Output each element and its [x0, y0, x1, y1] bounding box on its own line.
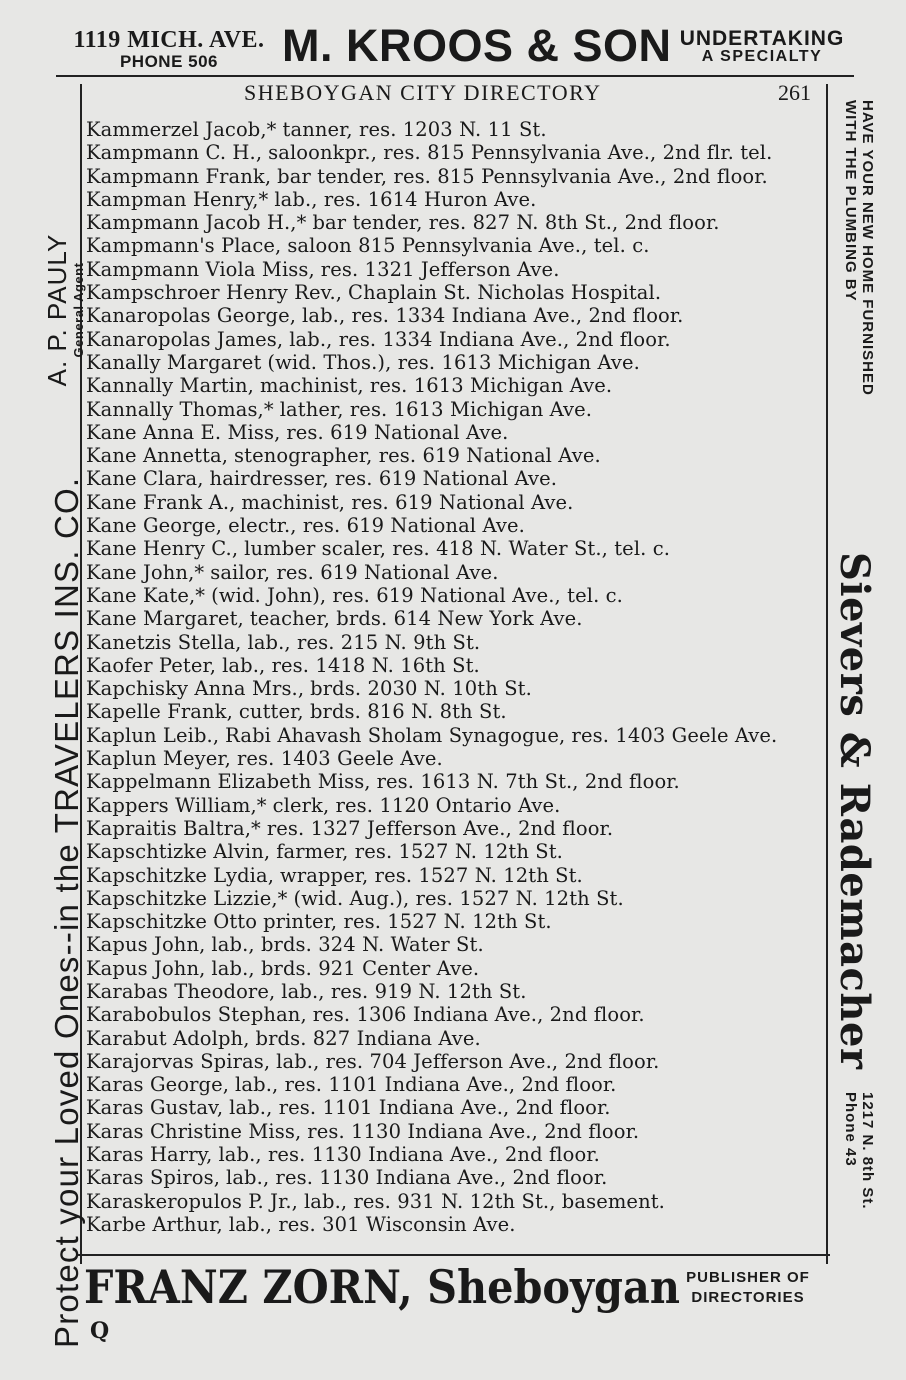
entry-details: lab., res. 1334 Indiana Ave., 2nd floor. — [289, 327, 671, 351]
left-ad-agent: A. P. PAULY — [42, 233, 72, 387]
entry-name: Kaofer Peter, — [86, 653, 217, 677]
entry-name: Kane Margaret, — [86, 607, 244, 631]
entry-details: (wid. John), res. 619 National Ave., tel. c. — [211, 583, 623, 607]
entry-name: Karas Christine Miss, — [86, 1119, 302, 1143]
directory-entry — [86, 1120, 826, 1143]
directory-entry — [86, 957, 826, 980]
entry-details: brds. 2030 N. 10th St. — [310, 677, 532, 701]
right-ad-address: 1217 N. 8th St. — [859, 1092, 876, 1210]
entry-details: stenographer, res. 619 National Ave. — [234, 444, 601, 468]
entry-name: Karabas Theodore, — [86, 979, 276, 1003]
entry-details: res. 1327 Jefferson Ave., 2nd floor. — [266, 816, 614, 840]
right-ad-heading — [842, 100, 876, 396]
directory-entry — [86, 1050, 826, 1073]
entry-name: Karaskeropulos P. Jr., — [86, 1189, 298, 1213]
page-number: 261 — [778, 80, 811, 105]
entry-name: Kapelle Frank, — [86, 700, 233, 724]
entry-name: Kampschroer Henry Rev., — [86, 281, 343, 305]
entry-name: Kapchisky Anna Mrs., — [86, 677, 305, 701]
directory-entry — [86, 234, 826, 257]
directory-entry — [86, 118, 826, 141]
entry-name: Kapraitis Baltra,* — [86, 816, 261, 840]
publisher-name: FRANZ ZORN, Sheboygan — [84, 1260, 680, 1314]
directory-entry — [86, 351, 826, 374]
directory-entry — [86, 1213, 826, 1236]
entry-details: machinist, res. 1613 Michigan Ave. — [259, 374, 613, 398]
directory-entry — [86, 654, 826, 677]
directory-entry — [86, 258, 826, 281]
entry-details: brds. 827 Indiana Ave. — [255, 1026, 481, 1050]
directory-entry — [86, 491, 826, 514]
top-ad-specialty-line1: UNDERTAKING — [679, 27, 845, 50]
directory-entry — [86, 304, 826, 327]
entry-details: cutter, brds. 816 N. 8th St. — [238, 700, 507, 724]
top-ad-phone: PHONE 506 — [119, 52, 219, 71]
entry-details: lab., res. 704 Jefferson Ave., 2nd floor. — [276, 1049, 660, 1073]
right-ad-phone: Phone 43 — [842, 1092, 859, 1167]
entry-details: res. 1306 Indiana Ave., 2nd floor. — [312, 1003, 645, 1027]
directory-entry — [86, 444, 826, 467]
entry-details: lab., res. 1614 Huron Ave. — [274, 187, 537, 211]
entry-details: wrapper, res. 1527 N. 12th St. — [280, 863, 583, 887]
publisher-role-line2: DIRECTORIES — [691, 1288, 805, 1306]
entry-name: Kane Frank A., — [86, 490, 236, 514]
entry-name: Karabobulos Stephan, — [86, 1003, 307, 1027]
left-vertical-advertisement — [34, 198, 104, 1348]
entry-details: clerk, res. 1120 Ontario Ave. — [272, 793, 561, 817]
entry-details: farmer, res. 1527 N. 12th St. — [276, 840, 563, 864]
entry-details: lab., res. 1101 Indiana Ave., 2nd floor. — [229, 1096, 611, 1120]
bottom-divider — [78, 1254, 830, 1256]
directory-entry — [86, 561, 826, 584]
entry-details: (wid. Thos.), res. 1613 Michigan Ave. — [267, 350, 640, 374]
left-ad-agent-role: General Agent — [71, 262, 86, 358]
entry-details: lab., brds. 324 N. Water St. — [211, 933, 484, 957]
directory-listing — [86, 118, 826, 1236]
right-ad-contact — [842, 1092, 876, 1210]
entry-name: Kannally Thomas,* — [86, 397, 274, 421]
top-ad-specialty — [662, 28, 862, 65]
entry-details: lab., res. 931 N. 12th St., basement. — [303, 1189, 665, 1213]
directory-entry — [86, 421, 826, 444]
entry-name: Kaplun Meyer, — [86, 747, 231, 771]
left-ad-agent-block — [44, 200, 85, 420]
entry-name: Kannally Martin, — [86, 374, 254, 398]
entry-name: Kampmann Frank, — [86, 164, 272, 188]
entry-name: Kampmann Viola Miss, — [86, 257, 315, 281]
right-ad-line2: WITH THE PLUMBING BY — [842, 100, 859, 302]
entry-details: lab., res. 301 Wisconsin Ave. — [228, 1212, 516, 1236]
top-ad-contact — [54, 28, 284, 70]
directory-entry — [86, 537, 826, 560]
directory-entry — [86, 631, 826, 654]
entry-name: Kampmann's Place, — [86, 234, 282, 258]
directory-entry — [86, 1143, 826, 1166]
top-ad-address: 1119 MICH. AVE. — [73, 27, 265, 53]
entry-details: printer, res. 1527 N. 12th St. — [263, 910, 552, 934]
directory-entry — [86, 677, 826, 700]
directory-entry — [86, 1096, 826, 1119]
directory-entry — [86, 281, 826, 304]
entry-name: Kampmann C. H., — [86, 141, 263, 165]
entry-name: Kampmann Jacob H.,* — [86, 211, 307, 235]
directory-entry — [86, 747, 826, 770]
entry-details: lather, res. 1613 Michigan Ave. — [279, 397, 593, 421]
entry-details: res. 1613 N. 7th St., 2nd floor. — [376, 770, 680, 794]
entry-name: Kappelmann Elizabeth Miss, — [86, 770, 371, 794]
entry-name: Karas Harry, — [86, 1143, 213, 1167]
entry-details: lab., brds. 921 Center Ave. — [211, 956, 480, 980]
entry-name: Kane Kate,* — [86, 583, 206, 607]
directory-entry — [86, 188, 826, 211]
entry-name: Karas Spiros, — [86, 1166, 220, 1190]
entry-name: Karajorvas Spiras, — [86, 1049, 271, 1073]
entry-details: lab., res. 919 N. 12th St. — [281, 979, 527, 1003]
directory-entry — [86, 887, 826, 910]
directory-entry — [86, 770, 826, 793]
top-divider — [56, 75, 854, 77]
entry-details: sailor, res. 619 National Ave. — [210, 560, 499, 584]
directory-entry — [86, 165, 826, 188]
directory-entry — [86, 933, 826, 956]
entry-details: lab., res. 1130 Indiana Ave., 2nd floor. — [226, 1166, 608, 1190]
page-title: SHEBOYGAN CITY DIRECTORY — [244, 80, 602, 105]
entry-name: Kanaropolas James, — [86, 327, 284, 351]
entry-name: Kapschtizke Alvin, — [86, 840, 271, 864]
entry-details: res. 1403 Geele Ave. — [236, 747, 443, 771]
entry-details: lab., res. 1130 Indiana Ave., 2nd floor. — [218, 1143, 600, 1167]
entry-name: Karas Gustav, — [86, 1096, 224, 1120]
directory-entry — [86, 700, 826, 723]
directory-entry — [86, 1073, 826, 1096]
directory-entry — [86, 910, 826, 933]
directory-entry — [86, 514, 826, 537]
entry-details: machinist, res. 619 National Ave. — [241, 490, 574, 514]
corner-mark: Q — [90, 1318, 110, 1344]
entry-details: hairdresser, res. 619 National Ave. — [209, 467, 558, 491]
right-ad-firm: Sievers & Rademacher — [831, 552, 878, 1070]
directory-entry — [86, 584, 826, 607]
entry-name: Kapschitzke Lydia, — [86, 863, 275, 887]
directory-entry — [86, 211, 826, 234]
directory-entry — [86, 1190, 826, 1213]
entry-name: Kane Clara, — [86, 467, 204, 491]
entry-name: Kapus John, — [86, 933, 206, 957]
entry-name: Karbe Arthur, — [86, 1212, 223, 1236]
entry-details: lab., res. 1334 Indiana Ave., 2nd floor. — [302, 304, 684, 328]
entry-name: Kane Henry C., — [86, 537, 239, 561]
directory-entry — [86, 724, 826, 747]
directory-entry — [86, 328, 826, 351]
entry-name: Kammerzel Jacob,* — [86, 118, 277, 141]
entry-details: tanner, res. 1203 N. 11 St. — [282, 118, 547, 141]
directory-entry — [86, 840, 826, 863]
entry-details: lab., res. 1101 Indiana Ave., 2nd floor. — [235, 1073, 617, 1097]
top-ad-specialty-line2: A SPECIALTY — [701, 48, 823, 65]
entry-name: Karas George, — [86, 1073, 230, 1097]
entry-name: Kaplun Leib., — [86, 723, 220, 747]
entry-details: lumber scaler, res. 418 N. Water St., tel. c. — [244, 537, 671, 561]
entry-details: bar tender, res. 815 Pennsylvania Ave., 2nd floor. — [277, 164, 768, 188]
directory-entry — [86, 817, 826, 840]
entry-details: res. 1321 Jefferson Ave. — [320, 257, 560, 281]
right-ad-line1: HAVE YOUR NEW HOME FURNISHED — [859, 100, 876, 396]
directory-entry — [86, 467, 826, 490]
entry-name: Kane John,* — [86, 560, 205, 584]
entry-name: Kanetzis Stella, — [86, 630, 242, 654]
entry-name: Kanaropolas George, — [86, 304, 297, 328]
entry-details: saloon 815 Pennsylvania Ave., tel. c. — [287, 234, 650, 258]
directory-entry — [86, 794, 826, 817]
entry-details: electr., res. 619 National Ave. — [228, 514, 525, 538]
left-ad-slogan: Protect your Loved Ones--in the TRAVELERS INS. CO. — [48, 476, 85, 1348]
publisher-role — [660, 1268, 836, 1307]
directory-entry — [86, 374, 826, 397]
entry-name: Kane Anna E. Miss, — [86, 420, 281, 444]
entry-details: res. 619 National Ave. — [286, 420, 509, 444]
directory-entry — [86, 1166, 826, 1189]
directory-entry — [86, 607, 826, 630]
entry-name: Kapschitzke Lizzie,* — [86, 886, 288, 910]
directory-entry — [86, 864, 826, 887]
entry-details: (wid. Aug.), res. 1527 N. 12th St. — [293, 886, 624, 910]
directory-entry — [86, 1003, 826, 1026]
entry-name: Kapus John, — [86, 956, 206, 980]
entry-name: Kappers William,* — [86, 793, 267, 817]
directory-entry — [86, 398, 826, 421]
entry-details: teacher, brds. 614 New York Ave. — [249, 607, 583, 631]
entry-name: Kapschitzke Otto — [86, 910, 258, 934]
directory-entry — [86, 141, 826, 164]
entry-name: Kampman Henry,* — [86, 187, 269, 211]
right-vertical-advertisement — [818, 100, 878, 1248]
entry-name: Kane Annetta, — [86, 444, 229, 468]
entry-name: Karabut Adolph, — [86, 1026, 250, 1050]
entry-details: saloonkpr., res. 815 Pennsylvania Ave., 2nd flr. tel. — [268, 141, 773, 165]
entry-details: res. 1130 Indiana Ave., 2nd floor. — [307, 1119, 640, 1143]
entry-details: Rabi Ahavash Sholam Synagogue, res. 1403 Geele Ave. — [225, 723, 778, 747]
entry-details: lab., res. 215 N. 9th St. — [247, 630, 481, 654]
top-ad-firm: M. KROOS & SON — [282, 20, 672, 71]
entry-name: Kanally Margaret — [86, 350, 262, 374]
entry-details: Chaplain St. Nicholas Hospital. — [348, 281, 662, 305]
entry-name: Kane George, — [86, 514, 223, 538]
top-advertisement — [0, 0, 906, 80]
entry-details: bar tender, res. 827 N. 8th St., 2nd floor. — [312, 211, 720, 235]
publisher-role-line1: PUBLISHER OF — [686, 1269, 810, 1286]
directory-entry — [86, 980, 826, 1003]
directory-entry — [86, 1027, 826, 1050]
entry-details: lab., res. 1418 N. 16th St. — [222, 653, 480, 677]
